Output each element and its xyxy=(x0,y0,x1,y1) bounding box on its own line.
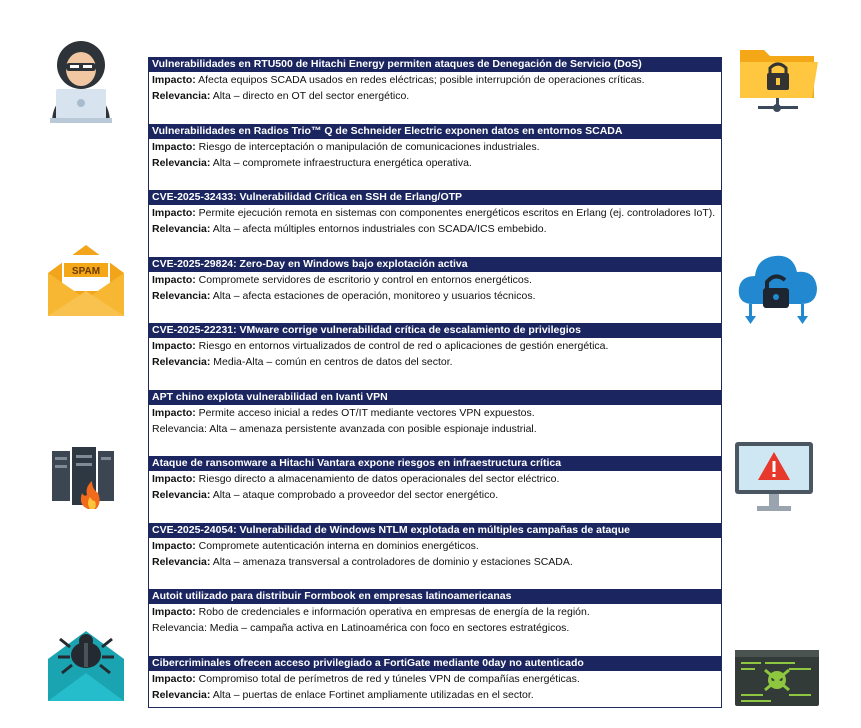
relevance-text: Alta – directo en OT del sector energético. xyxy=(210,90,410,102)
impact-text: Riesgo directo a almacenamiento de datos operacionales del sector eléctrico. xyxy=(195,473,560,485)
relevance-text: Media-Alta – común en centros de datos del sector. xyxy=(210,356,453,368)
relevance-text: Alta – ataque comprobado a proveedor del sector energético. xyxy=(210,489,499,501)
impact-label: Impacto: xyxy=(152,672,196,685)
relevance-label: Relevancia: xyxy=(152,289,211,302)
server-fire-icon xyxy=(52,447,114,514)
relevance-text: Media – campaña activa en Latinoamérica con foco en sectores estratégicos. xyxy=(206,622,570,634)
impact-label: Impacto: xyxy=(152,473,196,485)
impact-line xyxy=(149,272,721,288)
relevance-text: Alta – amenaza transversal a controladores de dominio y estaciones SCADA. xyxy=(210,555,573,568)
news-entry xyxy=(149,323,721,390)
impact-text: Riesgo de interceptación o manipulación de comunicaciones industriales. xyxy=(195,140,540,153)
relevance-line xyxy=(149,354,721,370)
news-entry xyxy=(149,124,721,191)
relevance-label: Relevancia: xyxy=(152,223,211,235)
relevance-text: Alta – compromete infraestructura energética operativa. xyxy=(210,156,472,169)
relevance-line xyxy=(149,155,721,171)
impact-label: Impacto: xyxy=(152,340,196,352)
entry-title: CVE-2025-22231: VMware corrige vulnerabilidad crítica de escalamiento de privilegios xyxy=(149,323,721,338)
impact-text: Robo de credenciales e información operativa en empresas de energía de la región. xyxy=(195,606,590,618)
relevance-label: Relevancia: xyxy=(152,555,211,568)
impact-text: Compromete servidores de escritorio y control en entornos energéticos. xyxy=(195,273,532,286)
monitor-warning-icon xyxy=(735,442,813,519)
impact-label: Impacto: xyxy=(152,273,196,286)
relevance-line xyxy=(149,221,721,237)
relevance-line xyxy=(149,88,721,104)
impact-line xyxy=(149,139,721,155)
bug-envelope-icon xyxy=(46,627,126,708)
relevance-text: Alta – puertas de enlace Fortinet ampliamente utilizadas en el sector. xyxy=(210,688,534,701)
impact-line xyxy=(149,205,721,221)
cloud-unlock-icon xyxy=(735,246,821,329)
entry-title: APT chino explota vulnerabilidad en Ivanti VPN xyxy=(149,390,721,405)
impact-label: Impacto: xyxy=(152,539,196,552)
relevance-line xyxy=(149,288,721,304)
impact-text: Afecta equipos SCADA usados en redes eléctricas; posible interrupción de operaciones críticas. xyxy=(195,74,645,86)
entry-title: Vulnerabilidades en Radios Trio™ Q de Schneider Electric exponen datos en entornos SCADA xyxy=(149,124,721,139)
relevance-label: Relevancia: xyxy=(152,356,211,368)
impact-label: Impacto: xyxy=(152,606,196,618)
news-entry xyxy=(149,589,721,656)
news-entry xyxy=(149,656,721,723)
relevance-text: Alta – amenaza persistente avanzada con posible espionaje industrial. xyxy=(206,422,537,435)
impact-line xyxy=(149,671,721,687)
relevance-line xyxy=(149,620,721,636)
entry-title: Vulnerabilidades en RTU500 de Hitachi Energy permiten ataques de Denegación de Servicio (DoS) xyxy=(149,57,721,72)
entry-title: CVE-2025-24054: Vulnerabilidad de Windows NTLM explotada en múltiples campañas de ataque xyxy=(149,523,721,538)
entry-title: Autoit utilizado para distribuir Formbook en empresas latinoamericanas xyxy=(149,589,721,604)
entry-title: Ataque de ransomware a Hitachi Vantara expone riesgos en infraestructura crítica xyxy=(149,456,721,471)
relevance-label: Relevancia: xyxy=(152,156,211,169)
relevance-label: Relevancia: xyxy=(152,622,207,634)
relevance-label: Relevancia: xyxy=(152,422,207,435)
impact-text: Permite ejecución remota en sistemas con componentes energéticos escritos en Erlang (ej. controladores IoT). xyxy=(195,207,716,219)
relevance-line xyxy=(149,554,721,570)
impact-text: Compromete autenticación interna en dominios energéticos. xyxy=(195,539,479,552)
impact-text: Permite acceso inicial a redes OT/IT mediante vectores VPN expuestos. xyxy=(195,406,535,419)
relevance-line xyxy=(149,487,721,503)
impact-label: Impacto: xyxy=(152,406,196,419)
hacker-laptop-icon xyxy=(42,33,120,128)
news-entry xyxy=(149,456,721,523)
entry-title: Cibercriminales ofrecen acceso privilegiado a FortiGate mediante 0day no autenticado xyxy=(149,656,721,671)
impact-line xyxy=(149,338,721,354)
relevance-label: Relevancia: xyxy=(152,90,211,102)
impact-label: Impacto: xyxy=(152,207,196,219)
impact-line xyxy=(149,604,721,620)
news-entry xyxy=(149,190,721,257)
relevance-text: Alta – afecta múltiples entornos industriales con SCADA/ICS embebido. xyxy=(210,223,547,235)
impact-text: Compromiso total de perímetros de red y túneles VPN de compañías energéticas. xyxy=(195,672,580,685)
spam-envelope-icon xyxy=(46,243,126,323)
relevance-line xyxy=(149,421,721,437)
news-entry xyxy=(149,390,721,457)
malware-code-icon xyxy=(735,650,819,711)
folder-lock-icon xyxy=(736,40,820,123)
impact-line xyxy=(149,72,721,88)
relevance-text: Alta – afecta estaciones de operación, monitoreo y usuarios técnicos. xyxy=(210,289,536,302)
relevance-line xyxy=(149,687,721,703)
relevance-label: Relevancia: xyxy=(152,489,211,501)
impact-line xyxy=(149,405,721,421)
news-panel xyxy=(148,57,722,708)
spam-label: SPAM xyxy=(71,266,101,277)
news-entry xyxy=(149,523,721,590)
impact-label: Impacto: xyxy=(152,140,196,153)
impact-text: Riesgo en entornos virtualizados de control de red o aplicaciones de gestión energética. xyxy=(195,340,609,352)
news-entry xyxy=(149,257,721,324)
entry-title: CVE-2025-29824: Zero-Day en Windows bajo explotación activa xyxy=(149,257,721,272)
impact-label: Impacto: xyxy=(152,74,196,86)
impact-line xyxy=(149,538,721,554)
relevance-label: Relevancia: xyxy=(152,688,211,701)
news-entry xyxy=(149,57,721,124)
entry-title: CVE-2025-32433: Vulnerabilidad Crítica en SSH de Erlang/OTP xyxy=(149,190,721,205)
impact-line xyxy=(149,471,721,487)
